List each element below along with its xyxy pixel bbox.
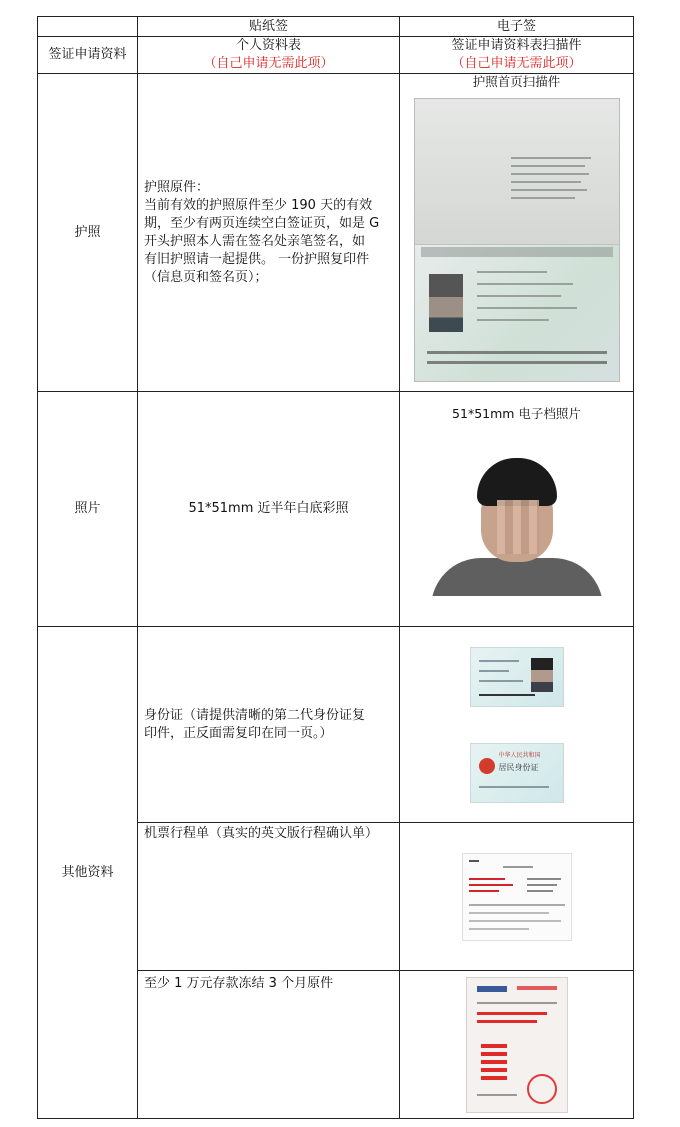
national-emblem-icon [479, 758, 495, 774]
passport-line: 开头护照本人需在签名处亲笔签名，如 [144, 233, 366, 249]
id-card-back-image [470, 743, 564, 803]
id-card-row [38, 627, 634, 823]
sticker-form-label: 个人资料表 [235, 38, 301, 53]
row-label-passport: 护照 [38, 74, 138, 392]
application-form-row [38, 37, 634, 74]
row-label-other-materials: 其他资料 [38, 627, 138, 1119]
passport-line: 护照原件： [144, 179, 210, 195]
itinerary-image-cell [400, 823, 634, 971]
passport-line: 有旧护照请一起提供。 一份护照复印件 [144, 251, 370, 267]
id-card-line: 印件，正反面需复印在同一页。） [144, 725, 333, 741]
passport-line: 期，至少有两页连续空白签证页，如是 G [144, 215, 380, 231]
passport-line: （信息页和签名页）； [144, 269, 268, 285]
evisa-form-note: （自己申请无需此项） [451, 56, 582, 71]
id-card-back-subtitle: 居民身份证 [498, 762, 539, 772]
passport-line: 当前有效的护照原件至少 190 天的有效 [144, 197, 373, 213]
deposit-image-cell [400, 971, 634, 1119]
passport-scan-cell [400, 74, 634, 392]
id-card-line: 身份证（请提供清晰的第二代身份证复 [144, 707, 366, 723]
id-card-front-image [470, 647, 564, 707]
sticker-form-note: （自己申请无需此项） [203, 56, 334, 71]
sticker-form-cell [138, 37, 400, 74]
photo-evisa-cell [400, 392, 634, 627]
passport-photo-blurred [429, 274, 463, 332]
row-label-application-materials: 签证申请资料 [38, 37, 138, 74]
passport-row [38, 74, 634, 392]
id-card-back-title: 中华人民共和国 [498, 751, 541, 759]
row-label-photo: 照片 [38, 392, 138, 627]
photo-row [38, 392, 634, 627]
sample-id-photo [431, 430, 603, 596]
col-header-evisa: 电子签 [400, 17, 634, 37]
id-card-requirement [138, 627, 400, 823]
visa-materials-table [37, 16, 634, 1119]
passport-scan-image [414, 98, 620, 382]
itinerary-requirement: 机票行程单（真实的英文版行程确认单） [138, 823, 400, 971]
id-card-images [400, 627, 634, 823]
col-header-sticker: 贴纸签 [138, 17, 400, 37]
photo-evisa-title: 51*51mm 电子档照片 [452, 406, 581, 421]
passport-scan-title: 护照首页扫描件 [472, 74, 561, 89]
evisa-form-cell [400, 37, 634, 74]
itinerary-sample-image [462, 853, 572, 941]
passport-requirements [138, 74, 400, 392]
deposit-requirement: 至少 1 万元存款冻结 3 个月原件 [138, 971, 400, 1119]
corner-cell [38, 17, 138, 37]
header-row [38, 17, 634, 37]
evisa-form-label: 签证申请资料表扫描件 [451, 38, 582, 53]
deposit-certificate-image [466, 977, 568, 1113]
photo-sticker-requirement: 51*51mm 近半年白底彩照 [138, 392, 400, 627]
